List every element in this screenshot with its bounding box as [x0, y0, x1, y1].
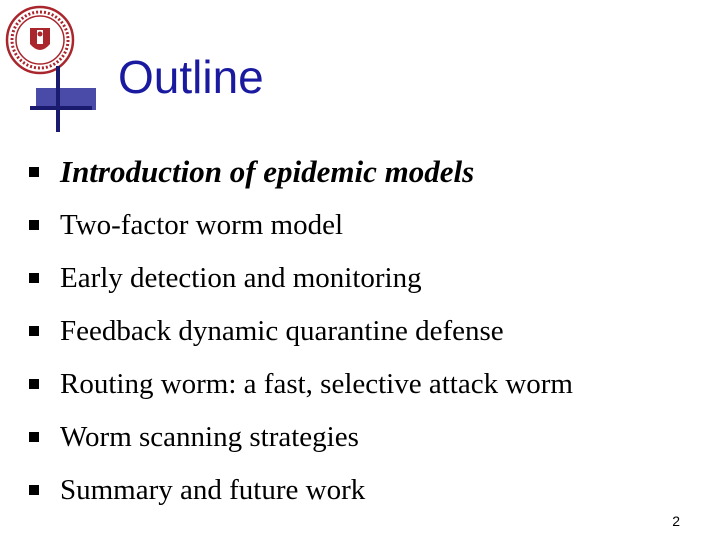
square-bullet-icon: [28, 325, 40, 337]
page-number: 2: [672, 513, 680, 529]
list-item: [0, 411, 720, 464]
list-item: [0, 464, 720, 517]
list-item-label: Worm scanning strategies: [60, 421, 359, 453]
square-bullet-icon: [28, 272, 40, 284]
square-bullet-icon: [28, 484, 40, 496]
outline-list: [0, 146, 720, 517]
list-item: [0, 305, 720, 358]
square-bullet-icon: [28, 166, 40, 178]
list-item-label: Routing worm: a fast, selective attack worm: [60, 368, 573, 400]
square-bullet-icon: [28, 219, 40, 231]
list-item-label: Early detection and monitoring: [60, 262, 422, 294]
list-item-label: Introduction of epidemic models: [60, 154, 475, 189]
list-item-label: Summary and future work: [60, 474, 366, 506]
list-item-label: Two-factor worm model: [60, 209, 344, 241]
square-bullet-icon: [28, 378, 40, 390]
slide-title: Outline: [118, 51, 264, 103]
title-decoration: [30, 66, 110, 136]
list-item: [0, 146, 720, 199]
list-item: [0, 358, 720, 411]
list-item-label: Feedback dynamic quarantine defense: [60, 315, 504, 347]
square-bullet-icon: [28, 431, 40, 443]
list-item: [0, 199, 720, 252]
list-item: [0, 252, 720, 305]
